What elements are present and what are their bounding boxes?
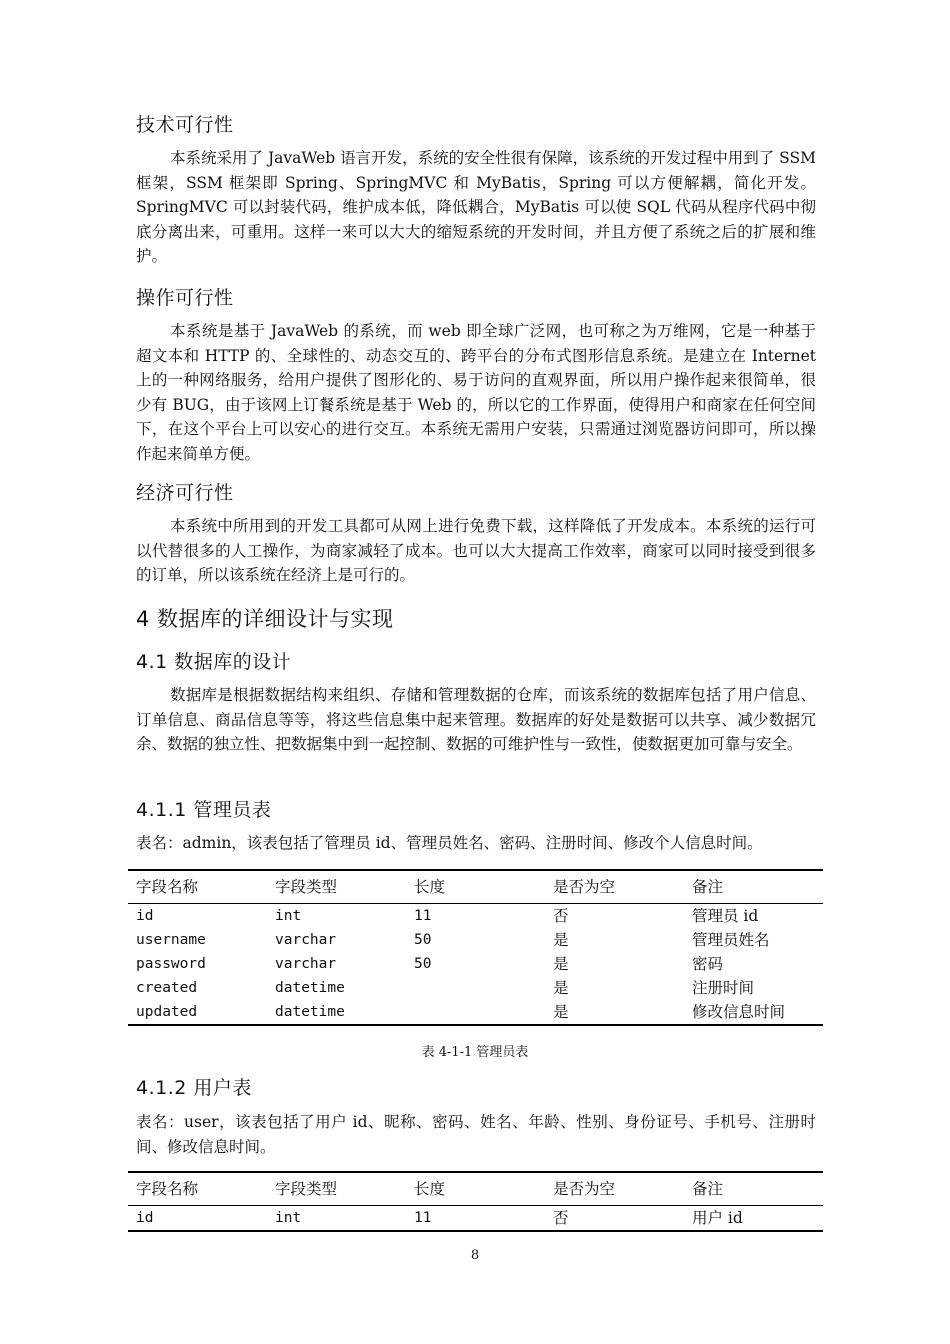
cell-remark: 密码 xyxy=(692,955,724,973)
section-heading-econ: 经济可行性 xyxy=(136,482,234,504)
subsection-heading-admin: 4.1.1 管理员表 xyxy=(136,799,272,821)
header-field-name: 字段名称 xyxy=(128,870,267,904)
cell-field-name: id xyxy=(136,908,154,924)
cell-nullable: 是 xyxy=(553,979,569,997)
header-remark: 备注 xyxy=(684,1172,823,1206)
table-row xyxy=(128,1000,823,1025)
cell-field-type: int xyxy=(275,908,302,924)
cell-remark: 管理员 id xyxy=(692,907,759,925)
paragraph-tech: 本系统采用了 JavaWeb 语言开发，系统的安全性很有保障，该系统的开发过程中用到了 SSM 框架，SSM 框架即 Spring、SpringMVC 和 MyBatis，Spring 可以方便解耦，简化开发。SpringMVC 可以封装代码，维护成本低，降低耦合，MyBatis 可以使 SQL 代码从程序代码中彻底分离出来，可重用。这样一来可以大大的缩短系统的开发时间，并且方便了系统之后的扩展和维护。 xyxy=(136,149,816,265)
table-row xyxy=(128,976,823,1000)
cell-field-type: int xyxy=(267,1206,406,1232)
cell-length: 11 xyxy=(406,1206,545,1232)
cell-field-type: datetime xyxy=(267,1000,406,1025)
paragraph-ops: 本系统是基于 JavaWeb 的系统，而 web 即全球广泛网，也可称之为万维网，它是一种基于超文本和 HTTP 的、全球性的、动态交互的、跨平台的分布式图形信息系统。是建立在 Internet 上的一种网络服务，给用户提供了图形化的、易于访问的直观界面，所以用户操作起来很简单，很少有 BUG，由于该网上订餐系统是基于 Web 的，所以它的工作界面，使得用户和商家在任何空间下，在这个平台上可以安心的进行交互。本系统无需用户安装，只需通过浏览器访问即可，所以操作起来简单方便。 xyxy=(136,322,816,463)
table-row xyxy=(128,928,823,952)
paragraph-db-design: 数据库是根据数据结构来组织、存储和管理数据的仓库，而该系统的数据库包括了用户信息、订单信息、商品信息等等，将这些信息集中起来管理。数据库的好处是数据可以共享、减少数据冗余、数据的独立性、把数据集中到一起控制、数据的可维护性与一致性，使数据更加可靠与安全。 xyxy=(136,686,816,753)
subsection-heading-user: 4.1.2 用户表 xyxy=(136,1077,252,1099)
header-nullable: 是否为空 xyxy=(545,1172,684,1206)
admin-table xyxy=(128,869,823,1026)
user-table xyxy=(128,1171,823,1232)
header-remark: 备注 xyxy=(684,870,823,904)
header-nullable: 是否为空 xyxy=(545,870,684,904)
header-length: 长度 xyxy=(406,870,545,904)
admin-table-description: 表名：admin，该表包括了管理员 id、管理员姓名、密码、注册时间、修改个人信息时间。 xyxy=(136,834,763,852)
table-header-row xyxy=(128,1172,823,1206)
cell-remark: 修改信息时间 xyxy=(684,1000,823,1025)
cell-field-name: updated xyxy=(128,1000,267,1025)
cell-length: 11 xyxy=(414,908,432,924)
paragraph-econ: 本系统中所用到的开发工具都可从网上进行免费下载，这样降低了开发成本。本系统的运行可以代替很多的人工操作，为商家减轻了成本。也可以大大提高工作效率，商家可以同时接受到很多的订单，所以该系统在经济上是可行的。 xyxy=(136,517,816,584)
cell-nullable: 是 xyxy=(553,955,569,973)
admin-table-caption: 表 4-1-1 管理员表 xyxy=(421,1045,529,1060)
cell-nullable: 否 xyxy=(553,907,569,925)
cell-length xyxy=(406,976,545,1000)
cell-length: 50 xyxy=(414,932,432,948)
cell-remark: 注册时间 xyxy=(692,979,755,997)
cell-field-type: datetime xyxy=(275,980,345,996)
cell-nullable: 是 xyxy=(553,931,569,949)
header-field-name: 字段名称 xyxy=(128,1172,267,1206)
cell-nullable: 否 xyxy=(545,1206,684,1232)
user-table-description: 表名：user，该表包括了用户 id、昵称、密码、姓名、年龄、性别、身份证号、手机号、注册时间、修改信息时间。 xyxy=(136,1113,816,1156)
section-heading-tech: 技术可行性 xyxy=(136,114,234,136)
cell-length xyxy=(406,1000,545,1025)
section-heading-ops: 操作可行性 xyxy=(136,287,234,309)
table-row xyxy=(128,952,823,976)
cell-field-type: varchar xyxy=(275,932,337,948)
header-length: 长度 xyxy=(406,1172,545,1206)
header-field-type: 字段类型 xyxy=(267,1172,406,1206)
chapter-heading: 4 数据库的详细设计与实现 xyxy=(136,607,394,631)
table-row xyxy=(128,904,823,929)
header-field-type: 字段类型 xyxy=(267,870,406,904)
cell-nullable: 是 xyxy=(545,1000,684,1025)
cell-field-type: varchar xyxy=(275,956,337,972)
table-row xyxy=(128,1206,823,1232)
table-header-row xyxy=(128,870,823,904)
cell-length: 50 xyxy=(414,956,432,972)
cell-field-name: password xyxy=(136,956,206,972)
cell-remark: 管理员姓名 xyxy=(692,931,770,949)
cell-remark: 用户 id xyxy=(684,1206,823,1232)
cell-field-name: id xyxy=(128,1206,267,1232)
subsection-heading-db-design: 4.1 数据库的设计 xyxy=(136,651,292,673)
cell-field-name: created xyxy=(136,980,198,996)
cell-field-name: username xyxy=(136,932,206,948)
page-number: 8 xyxy=(470,1248,480,1263)
